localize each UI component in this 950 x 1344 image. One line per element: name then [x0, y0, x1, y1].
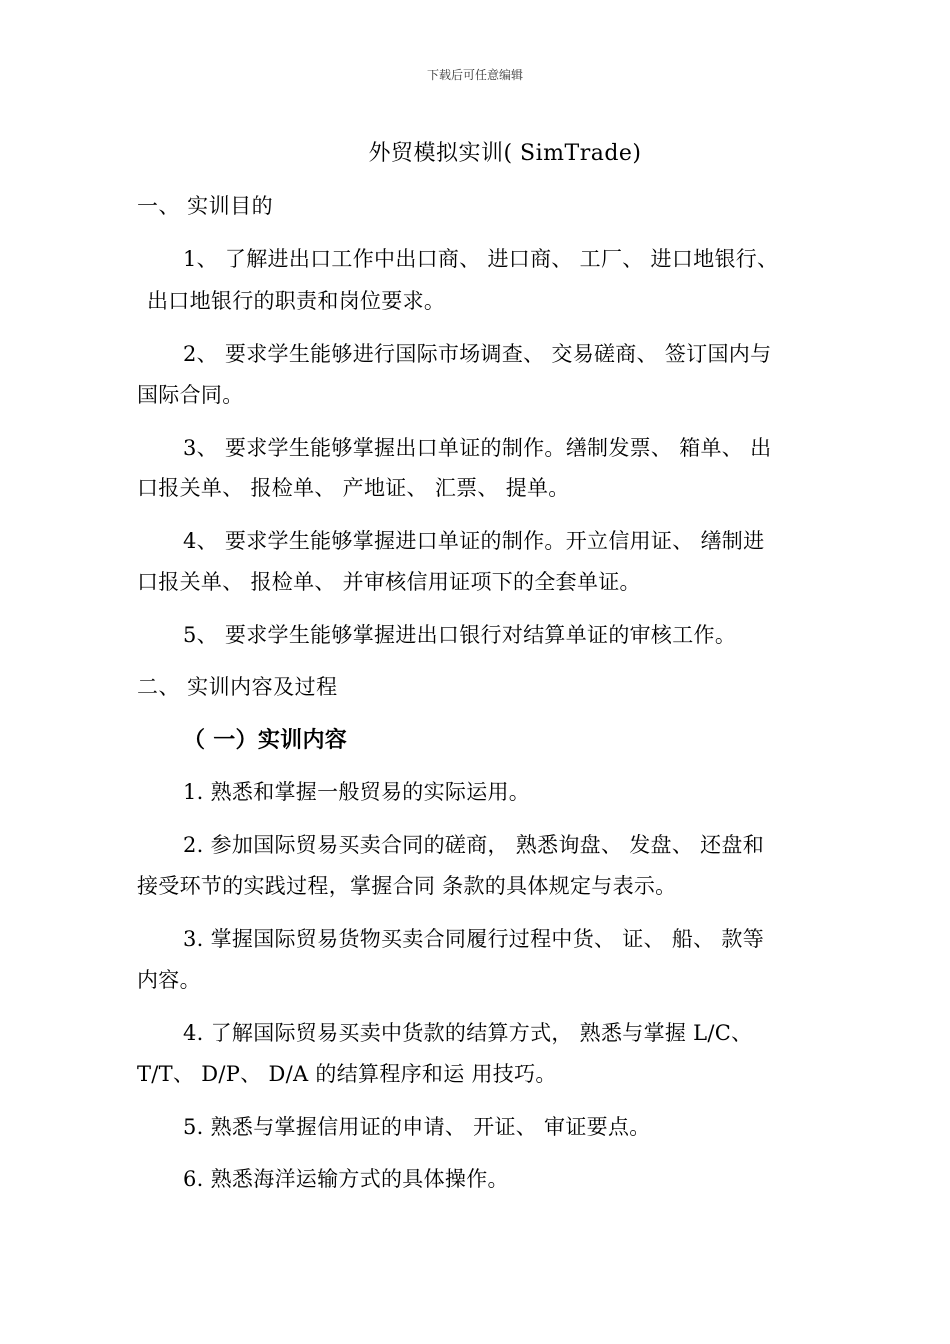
content-4-line-1: 4. 了解国际贸易买卖中货款的结算方式， 熟悉与掌握 L/C、 [183, 1021, 753, 1045]
goal-1-line-2: 出口地银行的职责和岗位要求。 [147, 289, 446, 313]
goal-5-line-1: 5、 要求学生能够掌握进出口银行对结算单证的审核工作。 [183, 623, 737, 647]
goal-4-line-2: 口报关单、 报检单、 并审核信用证项下的全套单证。 [137, 570, 641, 594]
section-heading-content: 二、 实训内容及过程 [137, 675, 338, 699]
goal-2-line-2: 国际合同。 [137, 383, 244, 407]
goal-3-line-2: 口报关单、 报检单、 产地证、 汇票、 提单。 [137, 476, 570, 500]
content-3-line-2: 内容。 [137, 968, 201, 992]
content-5-line-1: 5. 熟悉与掌握信用证的申请、 开证、 审证要点。 [183, 1115, 651, 1139]
section-heading-objectives: 一、 实训目的 [137, 194, 274, 218]
content-3-line-1: 3. 掌握国际贸易货物买卖合同履行过程中货、 证、 船、 款等 [183, 927, 765, 951]
content-2-line-1: 2. 参加国际贸易买卖合同的磋商， 熟悉询盘、 发盘、 还盘和 [183, 833, 765, 857]
watermark-text: 下载后可任意编辑 [426, 68, 523, 82]
goal-2-line-1: 2、 要求学生能够进行国际市场调查、 交易磋商、 签订国内与 [183, 342, 772, 366]
goal-3-line-1: 3、 要求学生能够掌握出口单证的制作。缮制发票、 箱单、 出 [183, 436, 772, 460]
content-4-line-2: T/T、 D/P、 D/A 的结算程序和运 用技巧。 [137, 1062, 557, 1086]
subsection-heading: （ 一）实训内容 [183, 727, 348, 753]
goal-1-line-1: 1、 了解进出口工作中出口商、 进口商、 工厂、 进口地银行、 [183, 247, 779, 271]
page-title: 外贸模拟实训( SimTrade) [368, 141, 642, 166]
goal-4-line-1: 4、 要求学生能够掌握进口单证的制作。开立信用证、 缮制进 [183, 529, 765, 553]
content-1-line-1: 1. 熟悉和掌握一般贸易的实际运用。 [183, 780, 531, 804]
content-2-line-2: 接受环节的实践过程，掌握合同 条款的具体规定与表示。 [137, 874, 677, 898]
content-6-line-1: 6. 熟悉海洋运输方式的具体操作。 [183, 1167, 509, 1191]
